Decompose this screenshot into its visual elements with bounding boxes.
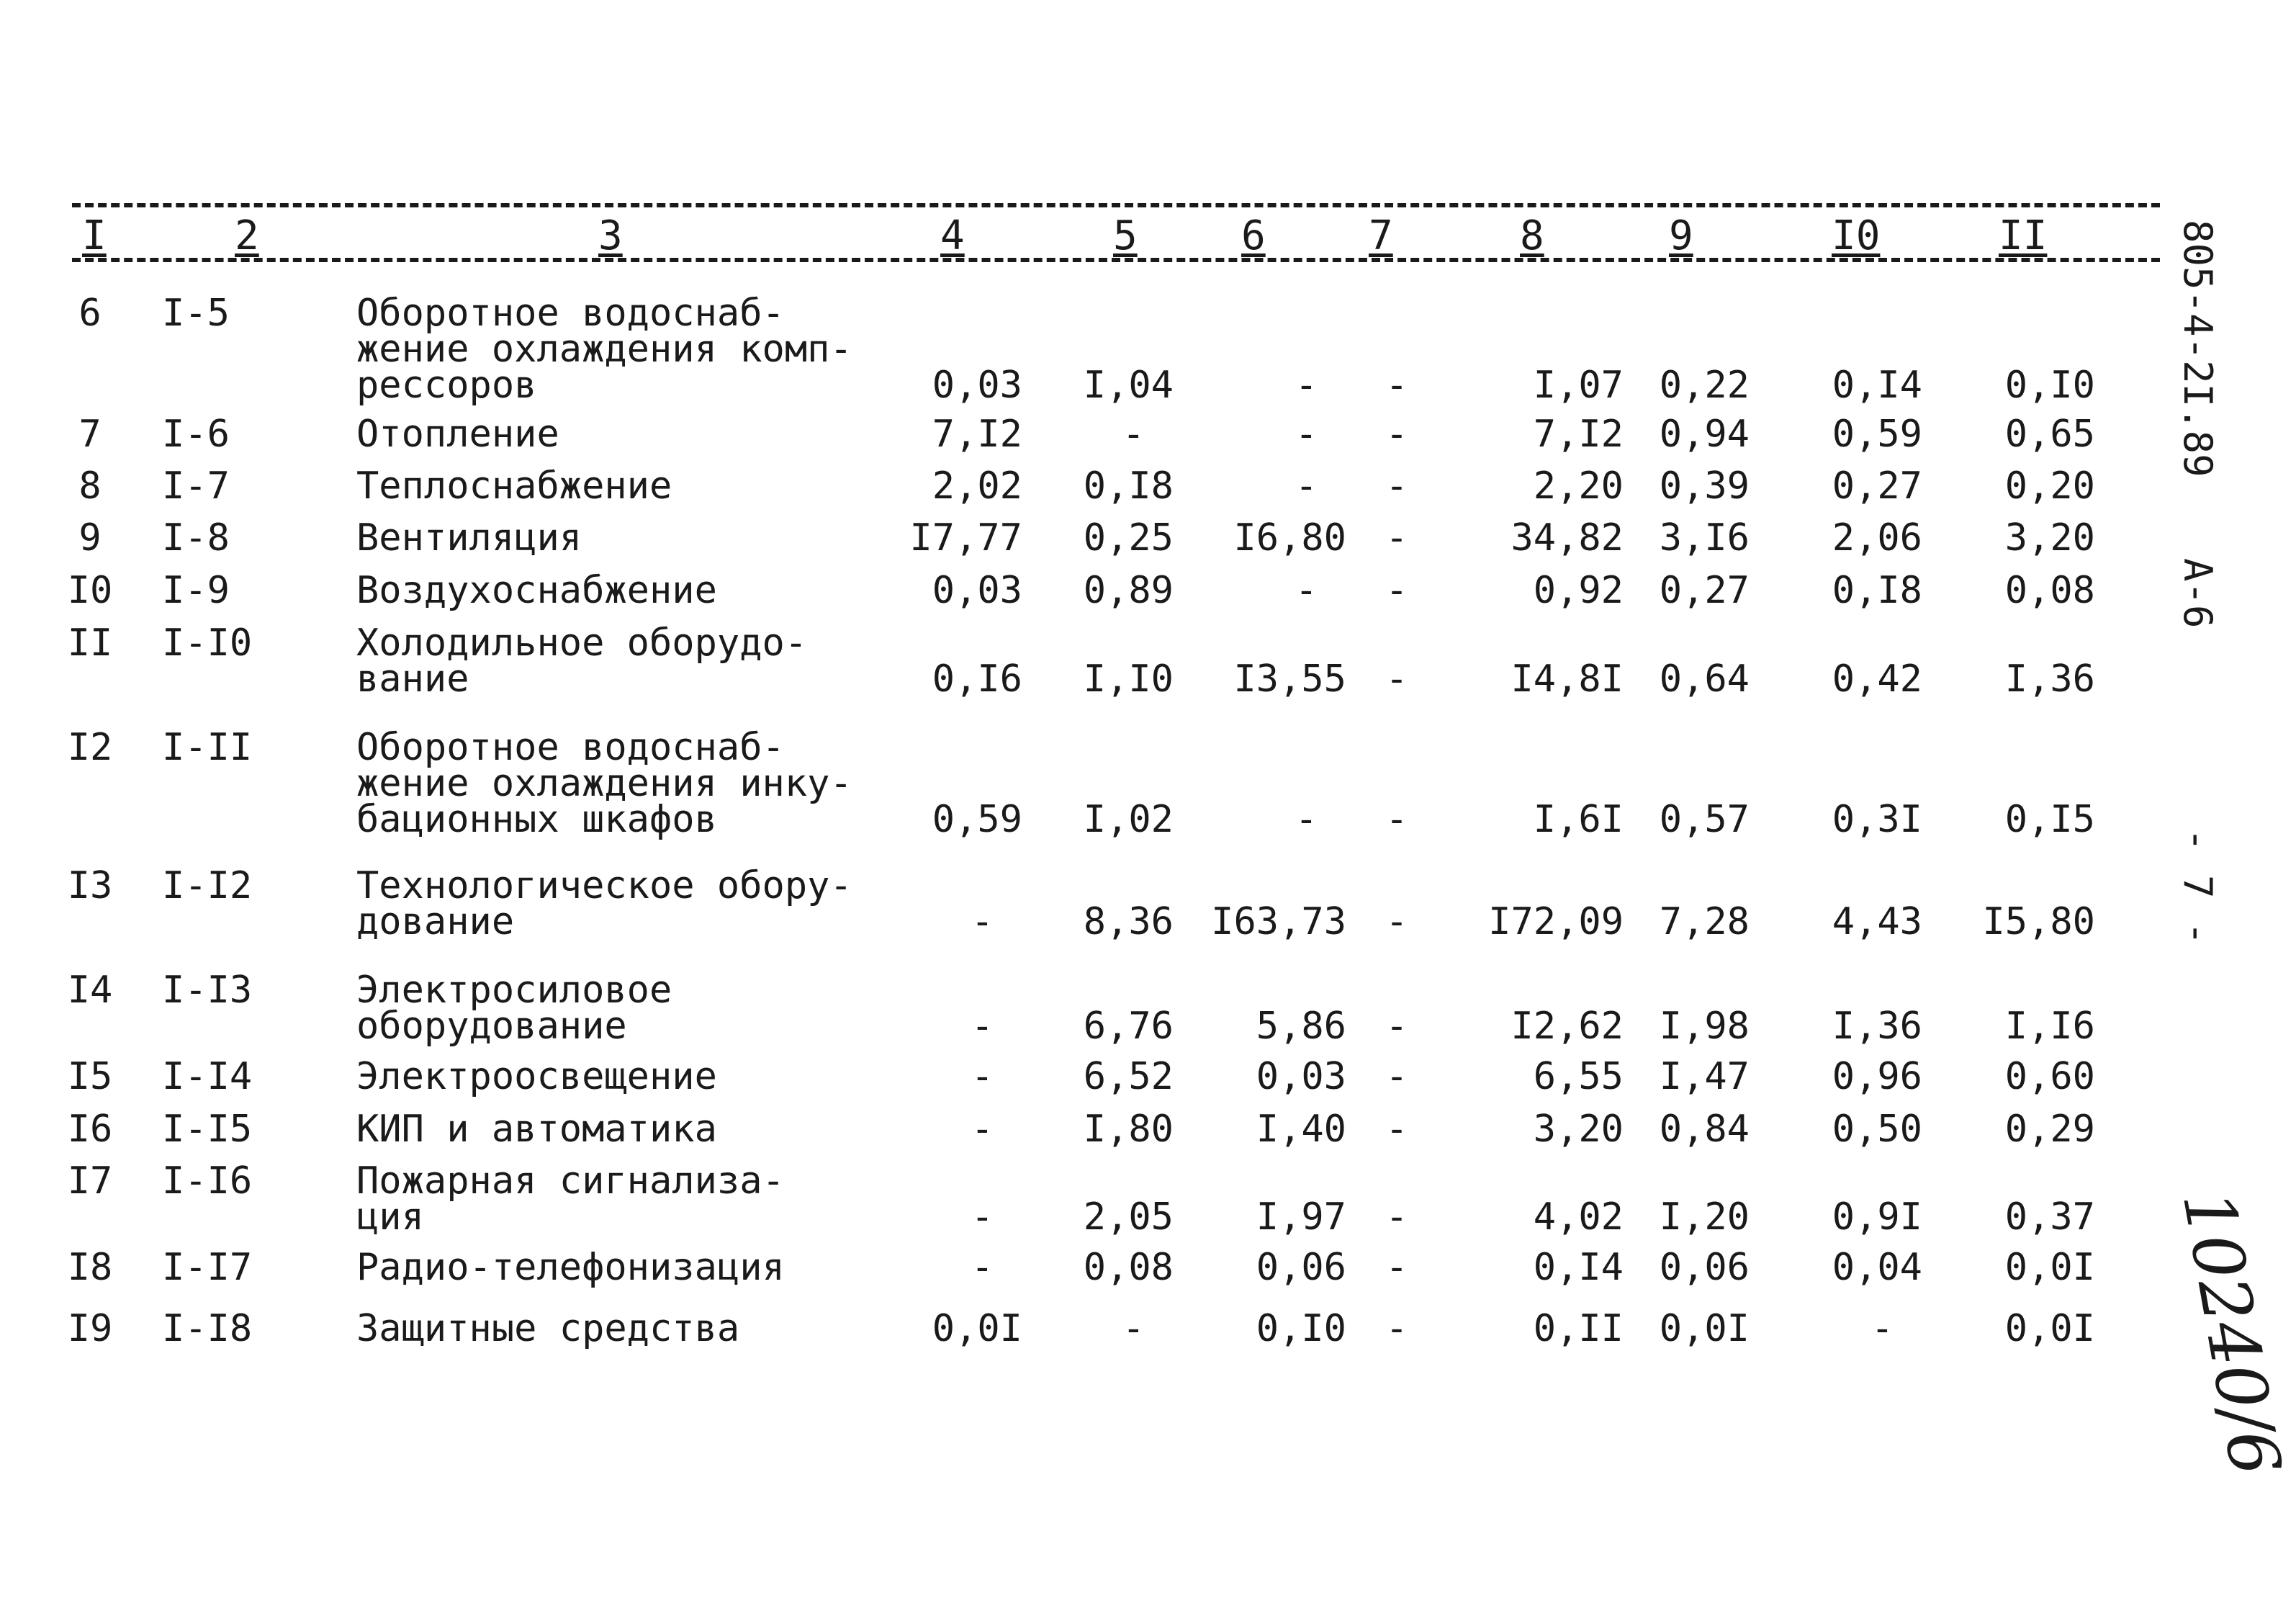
cell-col-7: - <box>1385 1005 1408 1048</box>
cell-col-10: 0,96 <box>1832 1055 1922 1098</box>
row-code: I-I7 <box>162 1246 253 1289</box>
cell-col-11: 0,0I <box>2004 1307 2095 1350</box>
cell-col-9: 0,84 <box>1659 1108 1750 1151</box>
cell-col-5: 6,76 <box>1083 1005 1174 1048</box>
cell-col-11: 0,I5 <box>2004 798 2095 841</box>
cell-col-9: 0,22 <box>1659 364 1750 407</box>
cell-col-5: 0,I8 <box>1083 464 1174 508</box>
cell-col-8: 0,I4 <box>1533 1246 1624 1289</box>
cell-col-11: 3,20 <box>2004 516 2095 560</box>
cell-col-8: I72,09 <box>1488 900 1624 943</box>
column-header-5: 5 <box>1109 215 1142 258</box>
document-code: 805-4-2I.89 <box>2175 220 2220 477</box>
cell-col-9: 0,57 <box>1659 798 1750 841</box>
cell-col-5: I,02 <box>1083 798 1174 841</box>
row-code: I-I4 <box>162 1055 253 1098</box>
cell-col-5: 0,89 <box>1083 569 1174 612</box>
cell-col-10: 0,I8 <box>1832 569 1922 612</box>
cell-col-8: I4,8I <box>1511 657 1624 701</box>
cell-col-6: - <box>1295 364 1318 407</box>
cell-col-10: 0,3I <box>1832 798 1922 841</box>
row-description: Технологическое обору- дование <box>356 864 852 943</box>
cell-col-11: 0,29 <box>2004 1108 2095 1151</box>
cell-col-11: 0,20 <box>2004 464 2095 508</box>
cell-col-10: 4,43 <box>1832 900 1922 943</box>
row-number: I7 <box>67 1159 113 1203</box>
cell-col-5: 0,25 <box>1083 516 1174 560</box>
cell-col-11: 0,37 <box>2004 1195 2095 1239</box>
cell-col-8: 4,02 <box>1533 1195 1624 1239</box>
cell-col-4: - <box>971 900 994 943</box>
row-code: I-I0 <box>162 621 253 665</box>
cell-col-11: 0,08 <box>2004 569 2095 612</box>
cell-col-4: 7,I2 <box>932 413 1022 456</box>
cell-col-10: I,36 <box>1832 1005 1922 1048</box>
cell-col-11: 0,I0 <box>2004 364 2095 407</box>
row-code: I-9 <box>162 569 230 612</box>
row-description: Отопление <box>356 413 559 456</box>
cell-col-6: I63,73 <box>1211 900 1346 943</box>
cell-col-8: 0,II <box>1533 1307 1624 1350</box>
cell-col-10: 0,50 <box>1832 1108 1922 1151</box>
cell-col-8: 3,20 <box>1533 1108 1624 1151</box>
cell-col-10: 0,42 <box>1832 657 1922 701</box>
row-number: 8 <box>78 464 102 508</box>
row-code: I-5 <box>162 292 230 335</box>
cell-col-4: - <box>971 1246 994 1289</box>
cell-col-4: 0,03 <box>932 364 1022 407</box>
cell-col-8: I2,62 <box>1511 1005 1624 1048</box>
cell-col-10: 0,59 <box>1832 413 1922 456</box>
column-header-4: 4 <box>936 215 969 258</box>
inventory-number: 10240/6 <box>2166 1185 2296 1482</box>
cell-col-6: 0,03 <box>1256 1055 1346 1098</box>
column-header-9: 9 <box>1665 215 1698 258</box>
row-number: I6 <box>67 1108 113 1151</box>
cell-col-10: - <box>1870 1307 1894 1350</box>
cell-col-4: I7,77 <box>909 516 1022 560</box>
cell-col-9: 0,64 <box>1659 657 1750 701</box>
cell-col-11: I,36 <box>2004 657 2095 701</box>
row-code: I-6 <box>162 413 230 456</box>
cell-col-6: I6,80 <box>1233 516 1346 560</box>
cell-col-5: 8,36 <box>1083 900 1174 943</box>
row-code: I-I5 <box>162 1108 253 1151</box>
row-description: Оборотное водоснаб- жение охлаждения комп- рессоров <box>356 292 852 407</box>
cell-col-8: 0,92 <box>1533 569 1624 612</box>
cell-col-9: 0,27 <box>1659 569 1750 612</box>
row-number: I2 <box>67 726 113 769</box>
cell-col-5: 2,05 <box>1083 1195 1174 1239</box>
cell-col-9: 7,28 <box>1659 900 1750 943</box>
cell-col-4: 0,I6 <box>932 657 1022 701</box>
row-code: I-I3 <box>162 969 253 1012</box>
row-code: I-8 <box>162 516 230 560</box>
cell-col-6: 5,86 <box>1256 1005 1346 1048</box>
column-header-10: I0 <box>1827 215 1884 258</box>
cell-col-5: I,80 <box>1083 1108 1174 1151</box>
cell-col-5: - <box>1122 1307 1145 1350</box>
cell-col-10: 0,04 <box>1832 1246 1922 1289</box>
cell-col-10: 2,06 <box>1832 516 1922 560</box>
cell-col-9: I,20 <box>1659 1195 1750 1239</box>
cell-col-7: - <box>1385 516 1408 560</box>
row-code: I-II <box>162 726 253 769</box>
cell-col-7: - <box>1385 1307 1408 1350</box>
cell-col-5: I,04 <box>1083 364 1174 407</box>
row-number: I5 <box>67 1055 113 1098</box>
header-top-rule <box>72 203 2160 207</box>
row-number: I4 <box>67 969 113 1012</box>
cell-col-9: 0,0I <box>1659 1307 1750 1350</box>
column-header-6: 6 <box>1237 215 1270 258</box>
page-number: - 7 - <box>2175 828 2220 946</box>
column-header-7: 7 <box>1364 215 1397 258</box>
cell-col-9: 0,94 <box>1659 413 1750 456</box>
row-description: Воздухоснабжение <box>356 569 717 612</box>
row-description: Радио-телефонизация <box>356 1246 785 1289</box>
row-description: Пожарная сигнализа- ция <box>356 1159 785 1239</box>
cell-col-6: - <box>1295 464 1318 508</box>
cell-col-6: - <box>1295 569 1318 612</box>
cell-col-6: I3,55 <box>1233 657 1346 701</box>
cell-col-8: I,6I <box>1533 798 1624 841</box>
cell-col-4: 2,02 <box>932 464 1022 508</box>
cell-col-9: 0,39 <box>1659 464 1750 508</box>
cell-col-5: 6,52 <box>1083 1055 1174 1098</box>
cell-col-6: I,97 <box>1256 1195 1346 1239</box>
row-number: I8 <box>67 1246 113 1289</box>
cell-col-9: I,98 <box>1659 1005 1750 1048</box>
row-code: I-7 <box>162 464 230 508</box>
row-description: Электроосвещение <box>356 1055 717 1098</box>
row-description: Вентиляция <box>356 516 582 560</box>
cell-col-4: - <box>971 1055 994 1098</box>
cell-col-7: - <box>1385 364 1408 407</box>
cell-col-5: I,I0 <box>1083 657 1174 701</box>
cell-col-11: 0,65 <box>2004 413 2095 456</box>
row-number: I0 <box>67 569 113 612</box>
row-number: 9 <box>78 516 102 560</box>
cell-col-5: - <box>1122 413 1145 456</box>
column-header-3: 3 <box>594 215 627 258</box>
cell-col-6: 0,I0 <box>1256 1307 1346 1350</box>
cell-col-4: 0,59 <box>932 798 1022 841</box>
row-description: КИП и автоматика <box>356 1108 717 1151</box>
row-description: Защитные средства <box>356 1307 740 1350</box>
row-code: I-I2 <box>162 864 253 907</box>
cell-col-4: - <box>971 1195 994 1239</box>
cell-col-9: I,47 <box>1659 1055 1750 1098</box>
album-label: А-6 <box>2175 558 2220 629</box>
row-number: 6 <box>78 292 102 335</box>
cell-col-11: 0,60 <box>2004 1055 2095 1098</box>
column-header-8: 8 <box>1516 215 1549 258</box>
row-number: II <box>67 621 113 665</box>
cell-col-7: - <box>1385 464 1408 508</box>
row-number: I3 <box>67 864 113 907</box>
cell-col-7: - <box>1385 798 1408 841</box>
row-code: I-I8 <box>162 1307 253 1350</box>
cell-col-7: - <box>1385 413 1408 456</box>
row-description: Электросиловое оборудование <box>356 969 672 1048</box>
cell-col-7: - <box>1385 1195 1408 1239</box>
cell-col-4: - <box>971 1005 994 1048</box>
cell-col-6: I,40 <box>1256 1108 1346 1151</box>
column-header-2: 2 <box>230 215 264 258</box>
cell-col-5: 0,08 <box>1083 1246 1174 1289</box>
cell-col-4: 0,0I <box>932 1307 1022 1350</box>
row-code: I-I6 <box>162 1159 253 1203</box>
cell-col-6: 0,06 <box>1256 1246 1346 1289</box>
cell-col-7: - <box>1385 569 1408 612</box>
cell-col-9: 0,06 <box>1659 1246 1750 1289</box>
row-description: Оборотное водоснаб- жение охлаждения инку- бационных шкафов <box>356 726 852 841</box>
cell-col-8: 7,I2 <box>1533 413 1624 456</box>
row-description: Теплоснабжение <box>356 464 672 508</box>
cell-col-11: I,I6 <box>2004 1005 2095 1048</box>
cell-col-7: - <box>1385 1246 1408 1289</box>
cell-col-7: - <box>1385 1108 1408 1151</box>
cell-col-8: 6,55 <box>1533 1055 1624 1098</box>
cell-col-8: 2,20 <box>1533 464 1624 508</box>
cell-col-10: 0,I4 <box>1832 364 1922 407</box>
cell-col-4: - <box>971 1108 994 1151</box>
column-header-11: II <box>1994 215 2051 258</box>
cell-col-7: - <box>1385 657 1408 701</box>
cell-col-9: 3,I6 <box>1659 516 1750 560</box>
cell-col-11: I5,80 <box>1982 900 2095 943</box>
row-number: I9 <box>67 1307 113 1350</box>
cell-col-8: 34,82 <box>1511 516 1624 560</box>
cell-col-8: I,07 <box>1533 364 1624 407</box>
row-number: 7 <box>78 413 102 456</box>
cell-col-10: 0,27 <box>1832 464 1922 508</box>
cell-col-11: 0,0I <box>2004 1246 2095 1289</box>
cell-col-7: - <box>1385 1055 1408 1098</box>
cell-col-4: 0,03 <box>932 569 1022 612</box>
cell-col-6: - <box>1295 798 1318 841</box>
column-header-1: I <box>78 215 111 258</box>
cell-col-6: - <box>1295 413 1318 456</box>
cell-col-10: 0,9I <box>1832 1195 1922 1239</box>
cell-col-7: - <box>1385 900 1408 943</box>
row-description: Холодильное оборудо- вание <box>356 621 808 701</box>
